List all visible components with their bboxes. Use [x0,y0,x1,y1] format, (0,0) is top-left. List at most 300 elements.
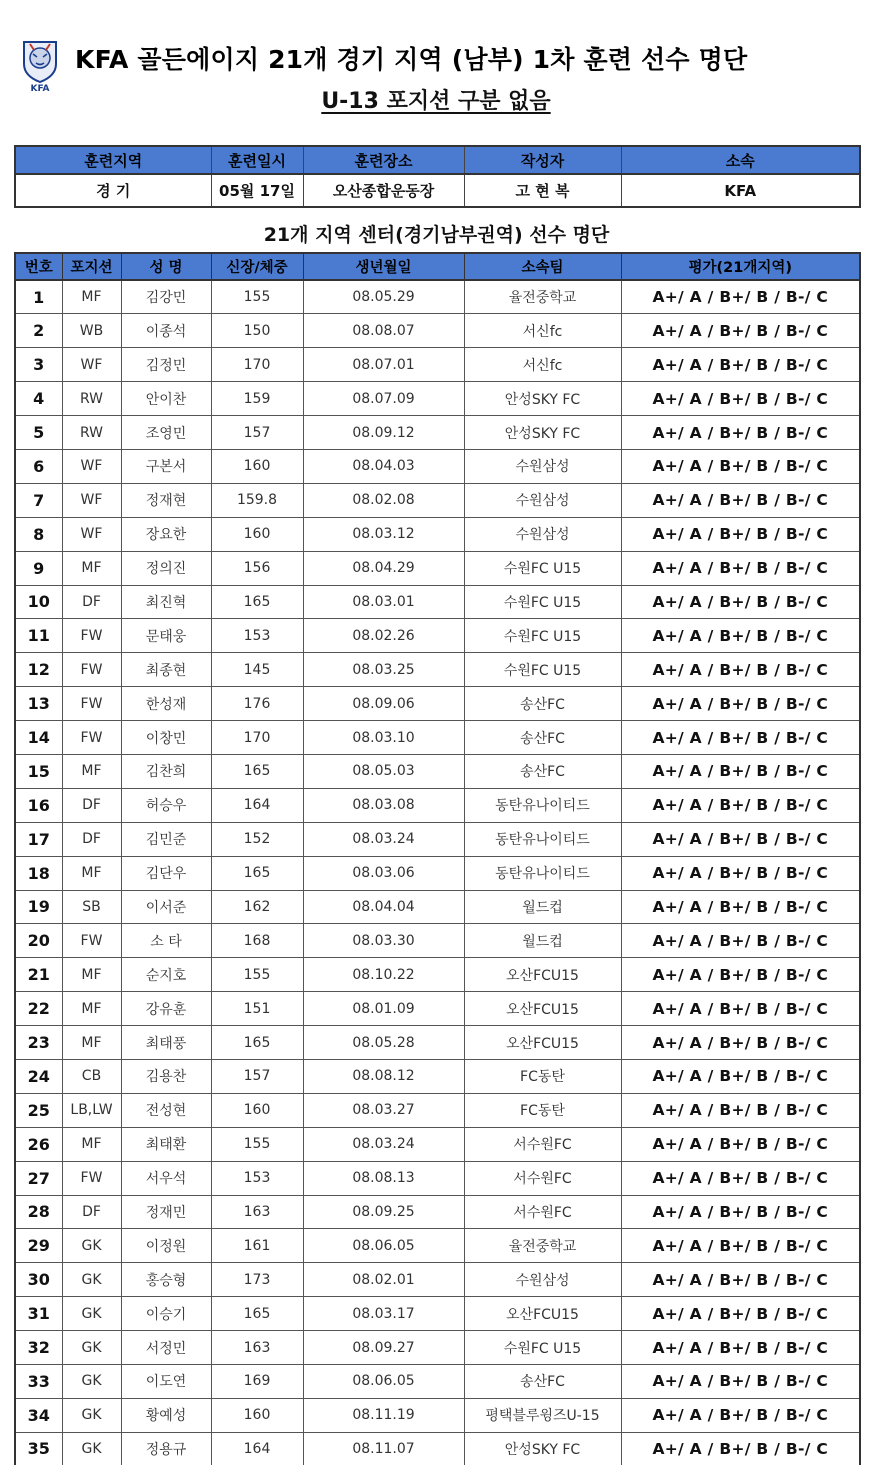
player-name: 김강민 [121,280,211,314]
player-number: 8 [15,517,62,551]
table-row [15,687,860,721]
table-row [15,348,860,382]
player-evaluation-grades: A+/ A / B+/ B / B-/ C [621,314,860,348]
player-position: MF [62,958,121,992]
player-position: MF [62,754,121,788]
player-number: 33 [15,1365,62,1399]
logo-text: KFA [30,84,50,94]
player-position: GK [62,1398,121,1432]
col-header-height: 신장/체중 [211,253,303,280]
player-name: 서우석 [121,1161,211,1195]
player-name: 정재현 [121,483,211,517]
player-position: CB [62,1059,121,1093]
player-evaluation-grades: A+/ A / B+/ B / B-/ C [621,1059,860,1093]
player-number: 3 [15,348,62,382]
table-row [15,416,860,450]
player-height: 160 [211,449,303,483]
player-team: 서신fc [464,348,621,382]
player-evaluation-grades: A+/ A / B+/ B / B-/ C [621,1398,860,1432]
col-header-dob: 생년월일 [303,253,464,280]
player-position: WF [62,449,121,483]
player-height: 164 [211,1432,303,1465]
player-dob: 08.01.09 [303,992,464,1026]
table-row [15,1297,860,1331]
player-evaluation-grades: A+/ A / B+/ B / B-/ C [621,348,860,382]
player-number: 17 [15,822,62,856]
player-team: 서신fc [464,314,621,348]
table-row [15,1365,860,1399]
player-team: 동탄유나이티드 [464,822,621,856]
player-height: 165 [211,585,303,619]
table-row [15,1093,860,1127]
player-team: 수원삼성 [464,517,621,551]
player-height: 151 [211,992,303,1026]
player-number: 26 [15,1127,62,1161]
player-name: 허승우 [121,788,211,822]
player-position: WF [62,348,121,382]
player-height: 176 [211,687,303,721]
player-evaluation-grades: A+/ A / B+/ B / B-/ C [621,449,860,483]
player-name: 이창민 [121,721,211,755]
table-row [15,924,860,958]
player-dob: 08.04.04 [303,890,464,924]
player-number: 2 [15,314,62,348]
player-number: 29 [15,1229,62,1263]
player-name: 조영민 [121,416,211,450]
player-height: 162 [211,890,303,924]
player-team: 월드컵 [464,924,621,958]
player-name: 순지호 [121,958,211,992]
player-dob: 08.03.17 [303,1297,464,1331]
player-number: 23 [15,1026,62,1060]
table-row [15,754,860,788]
player-team: 수원삼성 [464,483,621,517]
section-title: 21개 지역 센터(경기남부권역) 선수 명단 [263,224,610,246]
player-dob: 08.09.12 [303,416,464,450]
player-team: 서수원FC [464,1195,621,1229]
document-header [0,0,872,118]
player-height: 155 [211,280,303,314]
player-height: 164 [211,788,303,822]
player-dob: 08.02.26 [303,619,464,653]
player-position: MF [62,856,121,890]
player-team: 오산FCU15 [464,1297,621,1331]
player-dob: 08.02.01 [303,1263,464,1297]
player-position: GK [62,1297,121,1331]
player-number: 14 [15,721,62,755]
player-height: 152 [211,822,303,856]
player-evaluation-grades: A+/ A / B+/ B / B-/ C [621,687,860,721]
player-number: 28 [15,1195,62,1229]
player-evaluation-grades: A+/ A / B+/ B / B-/ C [621,958,860,992]
player-dob: 08.10.22 [303,958,464,992]
player-team: 오산FCU15 [464,1026,621,1060]
table-row [15,1331,860,1365]
player-name: 강유훈 [121,992,211,1026]
player-name: 김단우 [121,856,211,890]
player-name: 정의진 [121,551,211,585]
player-number: 9 [15,551,62,585]
col-header-name: 성 명 [121,253,211,280]
player-name: 이도연 [121,1365,211,1399]
player-team: 수원FC U15 [464,1331,621,1365]
table-row [15,822,860,856]
table-row [15,1195,860,1229]
player-dob: 08.03.01 [303,585,464,619]
player-number: 18 [15,856,62,890]
player-dob: 08.05.28 [303,1026,464,1060]
player-evaluation-grades: A+/ A / B+/ B / B-/ C [621,788,860,822]
player-position: DF [62,788,121,822]
player-height: 165 [211,856,303,890]
table-row [15,856,860,890]
player-evaluation-grades: A+/ A / B+/ B / B-/ C [621,382,860,416]
player-team: 송산FC [464,754,621,788]
player-position: WF [62,483,121,517]
player-team: 오산FCU15 [464,992,621,1026]
player-name: 서정민 [121,1331,211,1365]
player-height: 159 [211,382,303,416]
player-height: 163 [211,1195,303,1229]
player-dob: 08.09.06 [303,687,464,721]
player-position: MF [62,1127,121,1161]
player-position: FW [62,619,121,653]
player-position: DF [62,822,121,856]
player-name: 이정원 [121,1229,211,1263]
player-dob: 08.06.05 [303,1365,464,1399]
player-height: 170 [211,721,303,755]
player-evaluation-grades: A+/ A / B+/ B / B-/ C [621,890,860,924]
player-position: FW [62,924,121,958]
info-header-venue: 훈련장소 [303,146,464,174]
player-dob: 08.03.06 [303,856,464,890]
player-dob: 08.03.27 [303,1093,464,1127]
player-dob: 08.03.12 [303,517,464,551]
player-evaluation-grades: A+/ A / B+/ B / B-/ C [621,1161,860,1195]
player-number: 35 [15,1432,62,1465]
player-evaluation-grades: A+/ A / B+/ B / B-/ C [621,517,860,551]
player-height: 156 [211,551,303,585]
player-dob: 08.07.01 [303,348,464,382]
info-value-row [15,174,860,207]
player-name: 홍승형 [121,1263,211,1297]
player-height: 159.8 [211,483,303,517]
player-dob: 08.08.12 [303,1059,464,1093]
player-height: 157 [211,416,303,450]
player-position: RW [62,416,121,450]
player-height: 165 [211,1026,303,1060]
player-dob: 08.04.03 [303,449,464,483]
player-dob: 08.04.29 [303,551,464,585]
player-number: 13 [15,687,62,721]
player-height: 153 [211,619,303,653]
player-name: 김용찬 [121,1059,211,1093]
player-height: 145 [211,653,303,687]
table-row [15,1059,860,1093]
player-dob: 08.08.07 [303,314,464,348]
player-team: 수원삼성 [464,1263,621,1297]
player-dob: 08.02.08 [303,483,464,517]
player-number: 21 [15,958,62,992]
player-evaluation-grades: A+/ A / B+/ B / B-/ C [621,653,860,687]
table-row [15,382,860,416]
player-number: 5 [15,416,62,450]
player-name: 최진혁 [121,585,211,619]
player-dob: 08.05.03 [303,754,464,788]
player-dob: 08.06.05 [303,1229,464,1263]
player-name: 구본서 [121,449,211,483]
table-row [15,585,860,619]
player-name: 안이찬 [121,382,211,416]
player-name: 전성현 [121,1093,211,1127]
player-team: 서수원FC [464,1161,621,1195]
player-name: 이종석 [121,314,211,348]
player-height: 155 [211,958,303,992]
table-row [15,517,860,551]
player-team: 송산FC [464,1365,621,1399]
player-name: 최종현 [121,653,211,687]
player-number: 6 [15,449,62,483]
kfa-tiger-emblem-icon [18,38,62,84]
player-name: 한성재 [121,687,211,721]
table-row [15,1432,860,1465]
player-team: 동탄유나이티드 [464,856,621,890]
table-row [15,1263,860,1297]
player-position: MF [62,551,121,585]
player-height: 160 [211,1398,303,1432]
player-number: 1 [15,280,62,314]
player-position: FW [62,687,121,721]
col-header-position: 포지션 [62,253,121,280]
player-evaluation-grades: A+/ A / B+/ B / B-/ C [621,1229,860,1263]
player-team: 동탄유나이티드 [464,788,621,822]
player-name: 정용규 [121,1432,211,1465]
table-row [15,721,860,755]
table-row [15,1398,860,1432]
player-height: 163 [211,1331,303,1365]
player-evaluation-grades: A+/ A / B+/ B / B-/ C [621,1127,860,1161]
player-evaluation-grades: A+/ A / B+/ B / B-/ C [621,754,860,788]
player-position: MF [62,992,121,1026]
player-position: GK [62,1263,121,1297]
player-evaluation-grades: A+/ A / B+/ B / B-/ C [621,721,860,755]
player-height: 165 [211,1297,303,1331]
table-row [15,992,860,1026]
table-row [15,551,860,585]
player-dob: 08.08.13 [303,1161,464,1195]
player-position: LB,LW [62,1093,121,1127]
table-row [15,619,860,653]
player-height: 170 [211,348,303,382]
player-dob: 08.09.27 [303,1331,464,1365]
col-header-evaluation: 평가(21개지역) [621,253,860,280]
info-header-region: 훈련지역 [15,146,211,174]
player-number: 25 [15,1093,62,1127]
player-team: 율전중학교 [464,280,621,314]
player-height: 155 [211,1127,303,1161]
player-position: WB [62,314,121,348]
player-position: GK [62,1331,121,1365]
player-dob: 08.03.10 [303,721,464,755]
info-author: 고 현 복 [464,174,621,207]
player-number: 27 [15,1161,62,1195]
player-height: 157 [211,1059,303,1093]
player-position: GK [62,1365,121,1399]
table-row [15,483,860,517]
player-evaluation-grades: A+/ A / B+/ B / B-/ C [621,1365,860,1399]
player-position: FW [62,1161,121,1195]
player-evaluation-grades: A+/ A / B+/ B / B-/ C [621,856,860,890]
player-roster-table [14,252,861,1465]
table-row [15,280,860,314]
info-header-row [15,146,860,174]
player-number: 10 [15,585,62,619]
player-evaluation-grades: A+/ A / B+/ B / B-/ C [621,1331,860,1365]
player-evaluation-grades: A+/ A / B+/ B / B-/ C [621,416,860,450]
roster-body [15,280,860,1465]
player-evaluation-grades: A+/ A / B+/ B / B-/ C [621,822,860,856]
player-evaluation-grades: A+/ A / B+/ B / B-/ C [621,619,860,653]
player-team: 서수원FC [464,1127,621,1161]
player-name: 최태환 [121,1127,211,1161]
col-header-team: 소속팀 [464,253,621,280]
player-team: 율전중학교 [464,1229,621,1263]
player-team: 송산FC [464,721,621,755]
player-evaluation-grades: A+/ A / B+/ B / B-/ C [621,1432,860,1465]
player-number: 32 [15,1331,62,1365]
player-dob: 08.11.19 [303,1398,464,1432]
player-name: 정재민 [121,1195,211,1229]
table-row [15,1026,860,1060]
player-team: 수원FC U15 [464,653,621,687]
player-number: 7 [15,483,62,517]
player-number: 20 [15,924,62,958]
player-team: 송산FC [464,687,621,721]
info-venue: 오산종합운동장 [303,174,464,207]
player-position: FW [62,721,121,755]
info-header-affiliation: 소속 [621,146,860,174]
player-dob: 08.11.07 [303,1432,464,1465]
training-info-table [14,145,861,208]
player-height: 160 [211,1093,303,1127]
player-name: 이서준 [121,890,211,924]
player-name: 소 타 [121,924,211,958]
player-number: 34 [15,1398,62,1432]
player-evaluation-grades: A+/ A / B+/ B / B-/ C [621,483,860,517]
player-dob: 08.03.24 [303,822,464,856]
player-evaluation-grades: A+/ A / B+/ B / B-/ C [621,280,860,314]
player-height: 150 [211,314,303,348]
player-evaluation-grades: A+/ A / B+/ B / B-/ C [621,1263,860,1297]
page-subtitle: U-13 포지션 구분 없음 [321,89,551,114]
player-team: FC동탄 [464,1059,621,1093]
table-row [15,314,860,348]
player-dob: 08.03.30 [303,924,464,958]
player-height: 173 [211,1263,303,1297]
table-row [15,1127,860,1161]
player-name: 최태풍 [121,1026,211,1060]
player-number: 16 [15,788,62,822]
player-team: 안성SKY FC [464,1432,621,1465]
player-position: MF [62,1026,121,1060]
player-number: 22 [15,992,62,1026]
player-evaluation-grades: A+/ A / B+/ B / B-/ C [621,1026,860,1060]
player-team: 수원FC U15 [464,585,621,619]
player-name: 황예성 [121,1398,211,1432]
player-height: 161 [211,1229,303,1263]
player-position: DF [62,1195,121,1229]
info-header-date: 훈련일시 [211,146,303,174]
player-number: 11 [15,619,62,653]
table-row [15,890,860,924]
player-evaluation-grades: A+/ A / B+/ B / B-/ C [621,1195,860,1229]
player-evaluation-grades: A+/ A / B+/ B / B-/ C [621,1093,860,1127]
player-evaluation-grades: A+/ A / B+/ B / B-/ C [621,551,860,585]
player-dob: 08.09.25 [303,1195,464,1229]
player-team: 오산FCU15 [464,958,621,992]
table-row [15,958,860,992]
roster-header-row [15,253,860,280]
player-dob: 08.03.25 [303,653,464,687]
info-region: 경 기 [15,174,211,207]
table-row [15,1229,860,1263]
table-row [15,1161,860,1195]
player-number: 4 [15,382,62,416]
player-position: RW [62,382,121,416]
player-number: 30 [15,1263,62,1297]
player-name: 이승기 [121,1297,211,1331]
player-position: WF [62,517,121,551]
info-affiliation: KFA [621,174,860,207]
col-header-number: 번호 [15,253,62,280]
player-height: 168 [211,924,303,958]
player-evaluation-grades: A+/ A / B+/ B / B-/ C [621,585,860,619]
player-team: 월드컵 [464,890,621,924]
player-evaluation-grades: A+/ A / B+/ B / B-/ C [621,924,860,958]
player-team: 수원FC U15 [464,619,621,653]
player-position: DF [62,585,121,619]
player-height: 153 [211,1161,303,1195]
player-name: 김민준 [121,822,211,856]
player-evaluation-grades: A+/ A / B+/ B / B-/ C [621,1297,860,1331]
player-height: 169 [211,1365,303,1399]
player-team: FC동탄 [464,1093,621,1127]
player-number: 24 [15,1059,62,1093]
player-team: 수원삼성 [464,449,621,483]
table-row [15,449,860,483]
player-dob: 08.03.08 [303,788,464,822]
info-date: 05월 17일 [211,174,303,207]
player-team: 수원FC U15 [464,551,621,585]
player-number: 15 [15,754,62,788]
player-position: SB [62,890,121,924]
table-row [15,788,860,822]
page-title: KFA 골든에이지 21개 경기 지역 (남부) 1차 훈련 선수 명단 [75,45,748,74]
player-position: FW [62,653,121,687]
player-number: 31 [15,1297,62,1331]
player-number: 19 [15,890,62,924]
info-header-author: 작성자 [464,146,621,174]
player-team: 안성SKY FC [464,416,621,450]
player-height: 160 [211,517,303,551]
player-number: 12 [15,653,62,687]
player-position: GK [62,1229,121,1263]
player-name: 김찬희 [121,754,211,788]
player-dob: 08.07.09 [303,382,464,416]
player-position: MF [62,280,121,314]
player-team: 안성SKY FC [464,382,621,416]
player-name: 문태웅 [121,619,211,653]
